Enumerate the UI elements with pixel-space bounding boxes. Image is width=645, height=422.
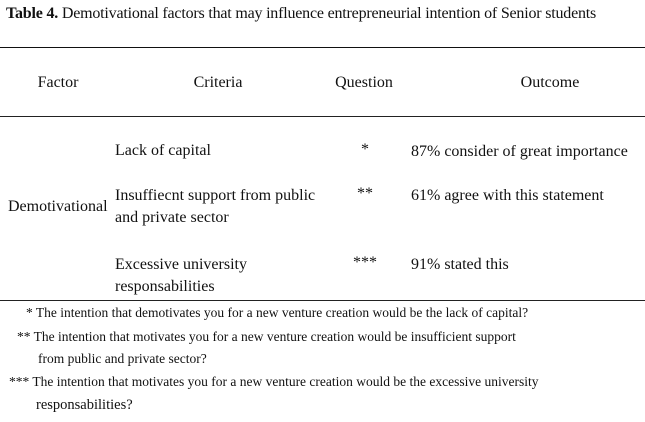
header-criteria: Criteria [193,74,243,91]
factor-cell: Demotivational [8,198,108,215]
table-top-rule [0,47,645,48]
row-3-outcome: 91% stated this [411,256,509,273]
footnote-2-continued: from public and private sector? [38,351,207,366]
table-bottom-rule [0,300,645,301]
header-outcome: Outcome [520,74,580,91]
table-caption-label: Table 4. [6,5,59,22]
row-1-outcome: 87% consider of great importance [411,143,628,160]
table-caption [6,5,596,23]
row-3-criteria: Excessive university responsabilities [115,256,247,295]
table-caption-text: Demotivational factors that may influence entrepreneurial intention of Senior students [58,5,597,22]
row-3-question: *** [353,254,377,271]
row-1-question: * [361,141,369,158]
header-question: Question [335,74,393,91]
table-header-rule [0,116,645,117]
footnote-1: * The intention that demotivates you for a new venture creation would be the lack of capital? [26,305,529,320]
footnote-2: ** The intention that motivates you for a new venture creation would be insufficient support [17,329,516,344]
row-1-criteria: Lack of capital [115,142,211,159]
row-2-outcome: 61% agree with this statement [411,187,604,204]
footnote-3: *** The intention that motivates you for a new venture creation would be the excessive university [9,374,539,389]
footnote-3-continued: responsabilities? [36,397,133,413]
header-factor: Factor [37,74,79,91]
row-2-criteria: Insuffiecnt support from public and private sector [115,187,316,226]
row-2-question: ** [357,185,373,202]
